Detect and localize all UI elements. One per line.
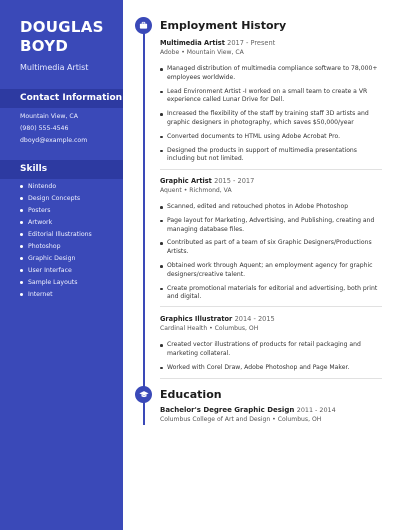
skill-item: Design Concepts bbox=[20, 195, 92, 207]
job-company-line: Cardinal Health • Columbus, OH bbox=[160, 325, 259, 332]
skill-item: Internet bbox=[20, 291, 92, 303]
contact-email[interactable]: dboyd@example.com bbox=[20, 137, 88, 144]
job-bullets bbox=[160, 65, 382, 164]
skill-item: User Interface bbox=[20, 267, 92, 279]
job-dates: 2017 - Present bbox=[227, 39, 276, 47]
job-bullets bbox=[160, 341, 382, 372]
job-location: Columbus, OH bbox=[214, 325, 259, 332]
employment-heading: Employment History bbox=[160, 19, 287, 32]
skill-item: Posters bbox=[20, 207, 92, 219]
job-bullet: Designed the products in support of multimedia presentations including but not limited. bbox=[160, 147, 382, 165]
education-section-marker bbox=[135, 386, 152, 403]
job-bullet: Worked with Corel Draw, Adobe Photoshop and Page Maker. bbox=[160, 364, 382, 373]
job-location: Richmond, VA bbox=[189, 187, 232, 194]
employment-section-marker bbox=[135, 17, 152, 34]
job-divider bbox=[160, 306, 382, 307]
job-location: Mountain View, CA bbox=[186, 49, 244, 56]
job-dates: 2015 - 2017 bbox=[214, 177, 255, 185]
contact-heading: Contact Information bbox=[0, 89, 123, 108]
job-bullet: Created vector illustrations of products for retail packaging and marketing collateral. bbox=[160, 341, 382, 359]
school-location: Columbus, OH bbox=[277, 416, 322, 423]
candidate-name: DOUGLAS BOYD bbox=[20, 18, 104, 55]
skill-item: Nintendo bbox=[20, 183, 92, 195]
job-bullets bbox=[160, 203, 382, 302]
job-entry bbox=[160, 177, 382, 307]
skill-item: Graphic Design bbox=[20, 255, 92, 267]
job-divider bbox=[160, 169, 382, 170]
job-company-line: Adobe • Mountain View, CA bbox=[160, 49, 244, 56]
job-company: Cardinal Health bbox=[160, 325, 208, 332]
contact-location: Mountain View, CA bbox=[20, 113, 78, 120]
skill-item: Sample Layouts bbox=[20, 279, 92, 291]
job-bullet: Increased the flexibility of the staff by training staff 3D artists and graphic designers in photography, which saves $50,000/year bbox=[160, 110, 382, 128]
skill-item: Photoshop bbox=[20, 243, 92, 255]
briefcase-icon bbox=[139, 21, 148, 30]
job-title: Multimedia Artist bbox=[160, 39, 225, 47]
sidebar bbox=[0, 0, 123, 530]
job-header bbox=[160, 315, 382, 323]
job-bullet: Page layout for Marketing, Advertising, and Publishing, creating and managing database files. bbox=[160, 217, 382, 235]
skills-heading: Skills bbox=[0, 160, 123, 179]
education-school-line: Columbus College of Art and Design • Columbus, OH bbox=[160, 416, 322, 423]
degree: Bachelor's Degree Graphic Design bbox=[160, 406, 295, 414]
job-header bbox=[160, 177, 382, 185]
job-entry bbox=[160, 39, 382, 169]
school-name: Columbus College of Art and Design bbox=[160, 416, 271, 423]
skill-item: Artwork bbox=[20, 219, 92, 231]
candidate-role: Multimedia Artist bbox=[20, 63, 89, 72]
education-heading: Education bbox=[160, 388, 222, 401]
timeline-line bbox=[143, 30, 145, 425]
skills-list bbox=[20, 183, 92, 303]
job-bullet: Scanned, edited and retouched photos in Adobe Photoshop bbox=[160, 203, 382, 212]
graduation-cap-icon bbox=[139, 390, 149, 399]
job-bullet: Converted documents to HTML using Adobe Acrobat Pro. bbox=[160, 133, 382, 142]
job-dates: 2014 - 2015 bbox=[234, 315, 275, 323]
job-bullet: Create promotional materials for editorial and advertising, both print and digital. bbox=[160, 285, 382, 303]
job-title: Graphics Illustrator bbox=[160, 315, 233, 323]
job-company-line: Aquent • Richmond, VA bbox=[160, 187, 232, 194]
skill-item: Editorial Illustrations bbox=[20, 231, 92, 243]
section-divider bbox=[160, 378, 382, 379]
education-dates: 2011 - 2014 bbox=[296, 406, 336, 414]
job-header bbox=[160, 39, 382, 47]
job-company: Aquent bbox=[160, 187, 182, 194]
job-bullet: Contributed as part of a team of six Graphic Designers/Productions Artists. bbox=[160, 239, 382, 257]
job-entry bbox=[160, 315, 382, 377]
contact-phone: (980) 555-4546 bbox=[20, 125, 69, 132]
job-company: Adobe bbox=[160, 49, 180, 56]
job-bullet: Managed distribution of multimedia compliance software to 78,000+ employees worldwide. bbox=[160, 65, 382, 83]
job-bullet: Lead Environment Artist -I worked on a small team to create a VR experience called Lunar Drive for Dell. bbox=[160, 88, 382, 106]
job-bullet: Obtained work through Aquent; an employment agency for graphic designers/creative talent. bbox=[160, 262, 382, 280]
job-title: Graphic Artist bbox=[160, 177, 212, 185]
education-header bbox=[160, 406, 336, 414]
